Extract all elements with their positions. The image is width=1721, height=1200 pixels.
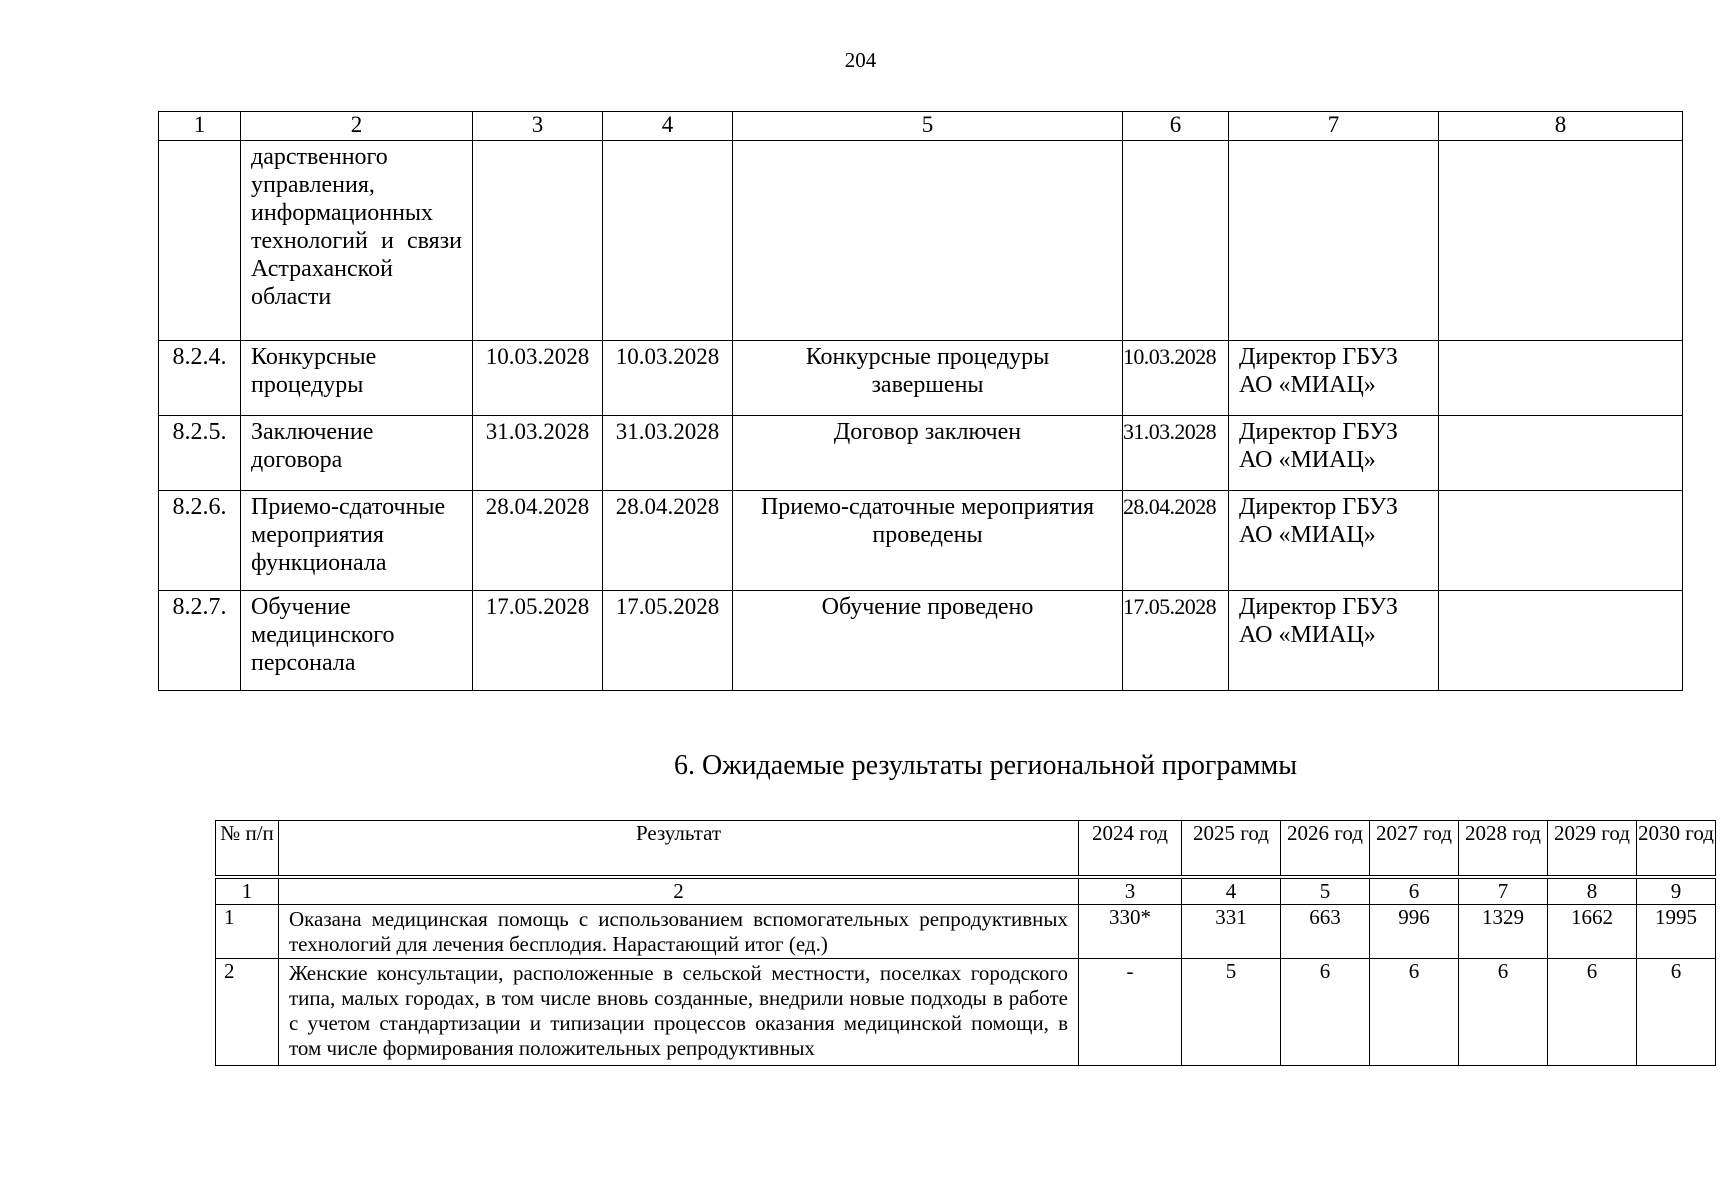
header-year: 2025 год: [1182, 821, 1281, 877]
column-number: 5: [1281, 877, 1370, 905]
column-number: 2: [241, 112, 473, 141]
continuation-text: дарственного управления, информационных технологий и связи Астраханской области: [241, 141, 473, 341]
column-number: 8: [1439, 112, 1683, 141]
column-number: 2: [279, 877, 1079, 905]
year-value: 6: [1281, 958, 1370, 1065]
header-year: 2026 год: [1281, 821, 1370, 877]
year-value: 6: [1370, 958, 1459, 1065]
result-text: Оказана медицинская помощь с использованием вспомогательных репродуктивных технологий для лечения бесплодия. Нарастающий итог (ед.): [279, 904, 1079, 958]
table-row: [159, 141, 1683, 341]
year-value: 6: [1548, 958, 1637, 1065]
column-number: 3: [1079, 877, 1182, 905]
table-header-row: [159, 112, 1683, 141]
column-number: 7: [1459, 877, 1548, 905]
row-number: 8.2.5.: [159, 416, 241, 491]
start-date: 17.05.2028: [473, 591, 603, 691]
activity-name: Заключение договора: [241, 416, 473, 491]
year-value: 1995: [1637, 904, 1716, 958]
responsible: Директор ГБУЗ АО «МИАЦ»: [1229, 416, 1439, 491]
column-8: [1439, 341, 1683, 416]
year-value: -: [1079, 958, 1182, 1065]
end-date: 28.04.2028: [603, 491, 733, 591]
activity-name: Конкурсные процедуры: [241, 341, 473, 416]
header-year: 2028 год: [1459, 821, 1548, 877]
column-number: 8: [1548, 877, 1637, 905]
activity-name: Приемо-сдаточные мероприятия функционала: [241, 491, 473, 591]
column-number: 5: [733, 112, 1123, 141]
result-text: Женские консультации, расположенные в сельской местности, поселках городского типа, малых городах, в том числе вновь созданные, внедрили новые подходы в работе с учетом стандартизации и типизации процессов оказания медицинской помощи, в том числе формирования положительных репродуктивных: [289, 960, 1068, 1060]
year-value: 996: [1370, 904, 1459, 958]
responsible: Директор ГБУЗ АО «МИАЦ»: [1229, 591, 1439, 691]
activity-result: Приемо-сдаточные мероприятия проведены: [733, 491, 1123, 591]
year-value: 6: [1637, 958, 1716, 1065]
column-8: [1439, 491, 1683, 591]
start-date: 10.03.2028: [473, 341, 603, 416]
row-number: 1: [216, 904, 279, 958]
column-number: 9: [1637, 877, 1716, 905]
row-number: 8.2.4.: [159, 341, 241, 416]
row-number: 8.2.6.: [159, 491, 241, 591]
table-row: [159, 591, 1683, 691]
end-date: 10.03.2028: [603, 341, 733, 416]
activity-name: Обучение медицинского персонала: [241, 591, 473, 691]
row-number: 2: [216, 958, 279, 1065]
results-table: [215, 820, 1716, 1066]
table-row: [159, 491, 1683, 591]
activity-result: Конкурсные процедуры завершены: [733, 341, 1123, 416]
section-title: 6. Ожидаемые результаты региональной программы: [673, 750, 1298, 781]
row-number: 8.2.7.: [159, 591, 241, 691]
column-number: 1: [159, 112, 241, 141]
end-date: 31.03.2028: [603, 416, 733, 491]
page-number: 204: [844, 48, 877, 72]
header-year: 2029 год: [1548, 821, 1637, 877]
activities-table: [158, 111, 1683, 691]
header-num: № п/п: [216, 821, 279, 877]
header-result: Результат: [279, 821, 1079, 877]
start-date: 31.03.2028: [473, 416, 603, 491]
control-date: 28.04.2028: [1123, 491, 1229, 591]
table-row: [216, 904, 1716, 958]
column-number: 7: [1229, 112, 1439, 141]
year-value: 1662: [1548, 904, 1637, 958]
header-year: 2024 год: [1079, 821, 1182, 877]
activity-result: Обучение проведено: [733, 591, 1123, 691]
column-number: 6: [1123, 112, 1229, 141]
column-number: 1: [216, 877, 279, 905]
responsible: Директор ГБУЗ АО «МИАЦ»: [1229, 341, 1439, 416]
table-row: [216, 958, 1716, 1065]
column-number: 4: [603, 112, 733, 141]
activity-result: Договор заключен: [733, 416, 1123, 491]
year-value: 1329: [1459, 904, 1548, 958]
header-year: 2030 год: [1637, 821, 1716, 877]
start-date: 28.04.2028: [473, 491, 603, 591]
control-date: 31.03.2028: [1123, 416, 1229, 491]
year-value: 5: [1182, 958, 1281, 1065]
control-date: 17.05.2028: [1123, 591, 1229, 691]
end-date: 17.05.2028: [603, 591, 733, 691]
year-value: 331: [1182, 904, 1281, 958]
column-8: [1439, 416, 1683, 491]
column-8: [1439, 591, 1683, 691]
header-year: 2027 год: [1370, 821, 1459, 877]
column-number: 4: [1182, 877, 1281, 905]
responsible: Директор ГБУЗ АО «МИАЦ»: [1229, 491, 1439, 591]
table-row: [159, 341, 1683, 416]
year-value: 330*: [1079, 904, 1182, 958]
year-value: 6: [1459, 958, 1548, 1065]
column-number-row: [216, 877, 1716, 905]
year-value: 663: [1281, 904, 1370, 958]
results-header-row: [216, 821, 1716, 877]
table-row: [159, 416, 1683, 491]
control-date: 10.03.2028: [1123, 341, 1229, 416]
column-number: 6: [1370, 877, 1459, 905]
column-number: 3: [473, 112, 603, 141]
